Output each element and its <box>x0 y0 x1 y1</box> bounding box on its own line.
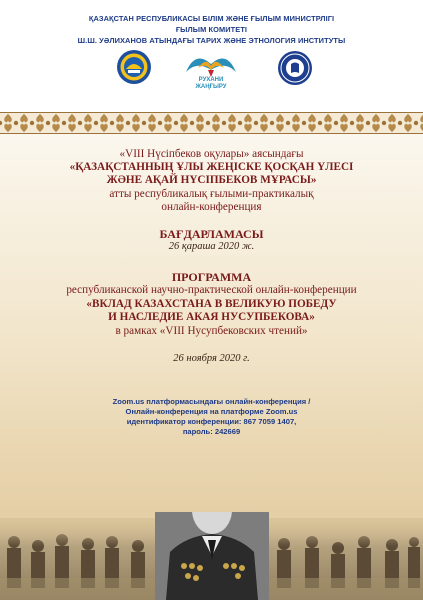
zoom-info-line1: Zoom.us платформасындағы онлайн-конференция / <box>112 397 311 406</box>
kazakh-intro: «VIII Нүсіпбеков оқулары» аясындағы <box>119 148 304 160</box>
rukhani-zhangyru-logo <box>178 50 244 96</box>
ornament-band <box>0 112 423 134</box>
akay-nusupbekov-portrait <box>155 512 269 600</box>
kazakh-subtitle-line1: атты республикалық ғылыми-практикалық <box>109 188 314 200</box>
committee-title: ҒЫЛЫМ КОМИТЕТІ <box>175 25 248 34</box>
kazakh-program-title: БАҒДАРЛАМАСЫ <box>159 227 264 241</box>
russian-date: 26 ноября 2020 г. <box>173 353 250 364</box>
russian-program-title: ПРОГРАММА <box>171 270 252 284</box>
logo-text-rukhani: РУХАНИ <box>198 77 224 83</box>
ministry-title: ҚАЗАҚСТАН РЕСПУБЛИКАСЫ БІЛІМ ЖӘНЕ ҒЫЛЫМ МИНИСТРЛІГІ <box>88 14 335 23</box>
kazakh-subtitle-line2: онлайн-конференция <box>161 201 262 213</box>
zoom-info-line2: Онлайн-конференция на платформе Zoom.us <box>125 407 298 416</box>
institute-title: Ш.Ш. УӘЛИХАНОВ АТЫНДАҒЫ ТАРИХ ЖӘНЕ ЭТНОЛОГИЯ ИНСТИТУТЫ <box>77 36 346 45</box>
russian-frame: в рамках «VIII Нусупбековских чтений» <box>115 325 308 337</box>
zoom-conference-id: идентификатор конференции: 867 7059 1407, <box>126 417 297 426</box>
archival-photos-strip <box>0 512 423 600</box>
kazakh-title-line1: «ҚАЗАҚСТАННЫҢ ҰЛЫ ЖЕҢІСКЕ ҚОСҚАН ҮЛЕСІ <box>69 161 354 173</box>
eagle-icon <box>178 50 244 80</box>
kazakh-title-line2: ЖӘНЕ АҚАЙ НҮСІПБЕКОВ МҰРАСЫ» <box>106 174 317 186</box>
russian-subtitle: республиканской научно-практической онлайн-конференции <box>66 284 357 296</box>
russian-title-line1: «ВКЛАД КАЗАХСТАНА В ВЕЛИКУЮ ПОБЕДУ <box>86 298 337 310</box>
ministry-emblem-icon <box>116 49 152 85</box>
institute-emblem-icon <box>277 50 313 86</box>
zoom-password: пароль: 242669 <box>182 427 241 436</box>
kazakh-date: 26 қараша 2020 ж. <box>168 241 255 252</box>
russian-title-line2: И НАСЛЕДИЕ АКАЯ НУСУПБЕКОВА» <box>108 311 315 323</box>
logo-text-zhangyru: ЖАҢҒЫРУ <box>195 84 227 90</box>
